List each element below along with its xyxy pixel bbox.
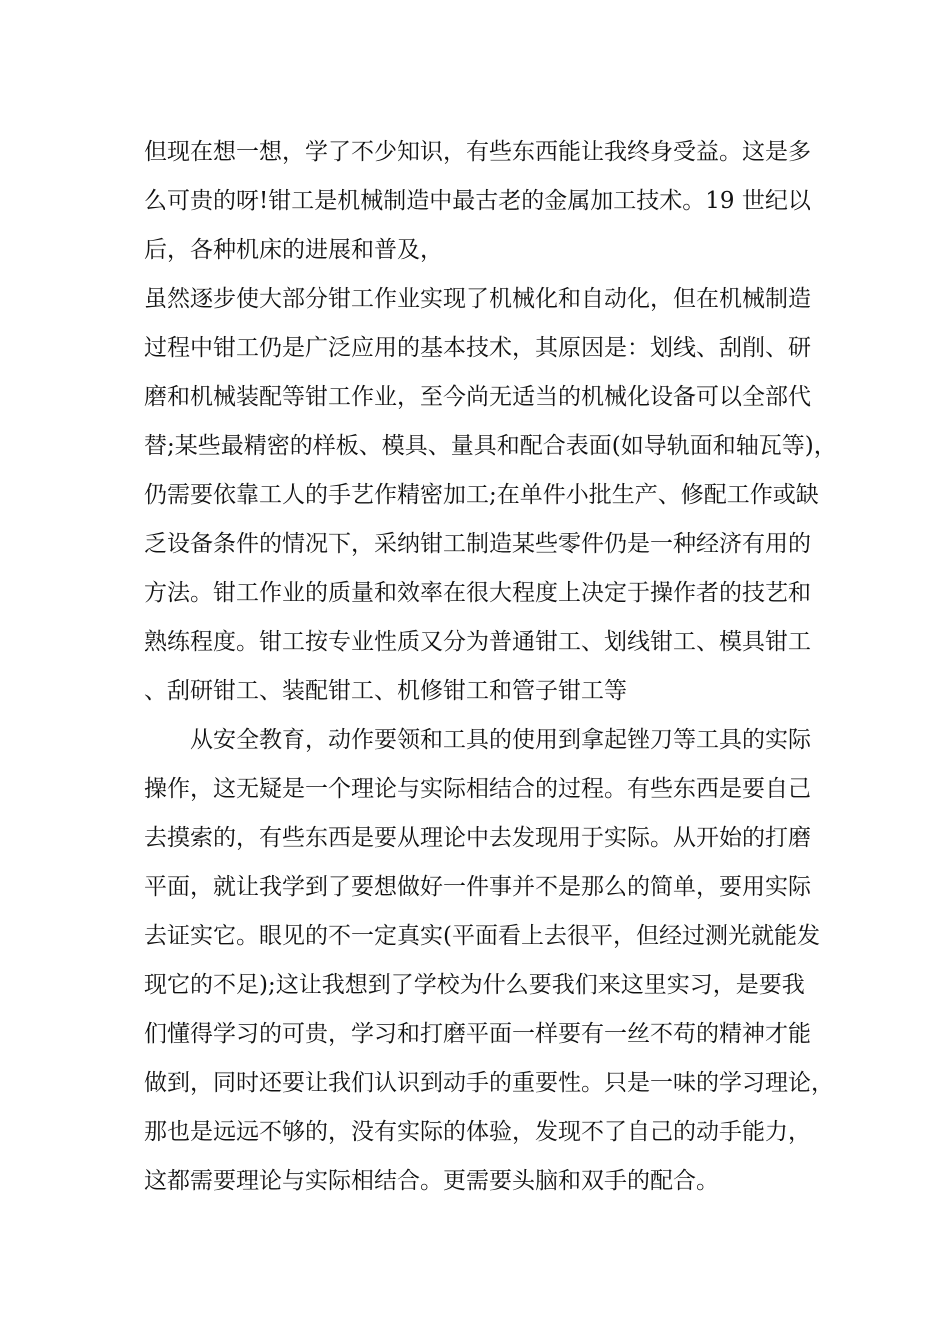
text-line: 做到，同时还要让我们认识到动手的重要性。只是一味的学习理论，	[144, 1070, 834, 1096]
text-line: 去证实它。眼见的不一定真实(平面看上去很平，但经过测光就能发	[144, 923, 820, 949]
text-line: 们懂得学习的可贵，学习和打磨平面一样要有一丝不苟的精神才能	[144, 1021, 811, 1047]
text-line: 去摸索的，有些东西是要从理论中去发现用于实际。从开始的打磨	[144, 825, 811, 851]
text-line: 乏设备条件的情况下，采纳钳工制造某些零件仍是一种经济有用的	[144, 531, 811, 557]
text-line: 这都需要理论与实际相结合。更需要头脑和双手的配合。	[144, 1168, 719, 1194]
text-line: 虽然逐步使大部分钳工作业实现了机械化和自动化，但在机械制造	[144, 286, 811, 312]
text-line: 那也是远远不够的，没有实际的体验，发现不了自己的动手能力，	[144, 1119, 811, 1145]
text-line: 但现在想一想，学了不少知识，有些东西能让我终身受益。这是多	[144, 139, 811, 165]
text-line: 从安全教育，动作要领和工具的使用到拿起锉刀等工具的实际	[190, 727, 811, 753]
text-line: 磨和机械装配等钳工作业，至今尚无适当的机械化设备可以全部代	[144, 384, 811, 410]
text-line: 、刮研钳工、装配钳工、机修钳工和管子钳工等	[144, 678, 627, 704]
text-line: 过程中钳工仍是广泛应用的基本技术，其原因是：划线、刮削、研	[144, 335, 811, 361]
document-body	[144, 128, 844, 1206]
text-line: 操作，这无疑是一个理论与实际相结合的过程。有些东西是要自己	[144, 776, 811, 802]
text-line: 现它的不足);这让我想到了学校为什么要我们来这里实习，是要我	[144, 972, 805, 998]
paragraph-1	[144, 128, 844, 275]
text-line: 熟练程度。钳工按专业性质又分为普通钳工、划线钳工、模具钳工	[144, 629, 811, 655]
paragraph-3	[144, 716, 844, 1206]
paragraph-2	[144, 275, 844, 716]
text-line: 仍需要依靠工人的手艺作精密加工;在单件小批生产、修配工作或缺	[144, 482, 819, 508]
text-line: 替;某些最精密的样板、模具、量具和配合表面(如导轨面和轴瓦等)，	[144, 433, 837, 459]
text-line: 平面，就让我学到了要想做好一件事并不是那么的简单，要用实际	[144, 874, 811, 900]
text-line: 方法。钳工作业的质量和效率在很大程度上决定于操作者的技艺和	[144, 580, 811, 606]
text-line: 后，各种机床的进展和普及，	[144, 237, 443, 263]
text-line: 么可贵的呀!钳工是机械制造中最古老的金属加工技术。19 世纪以	[144, 188, 811, 214]
